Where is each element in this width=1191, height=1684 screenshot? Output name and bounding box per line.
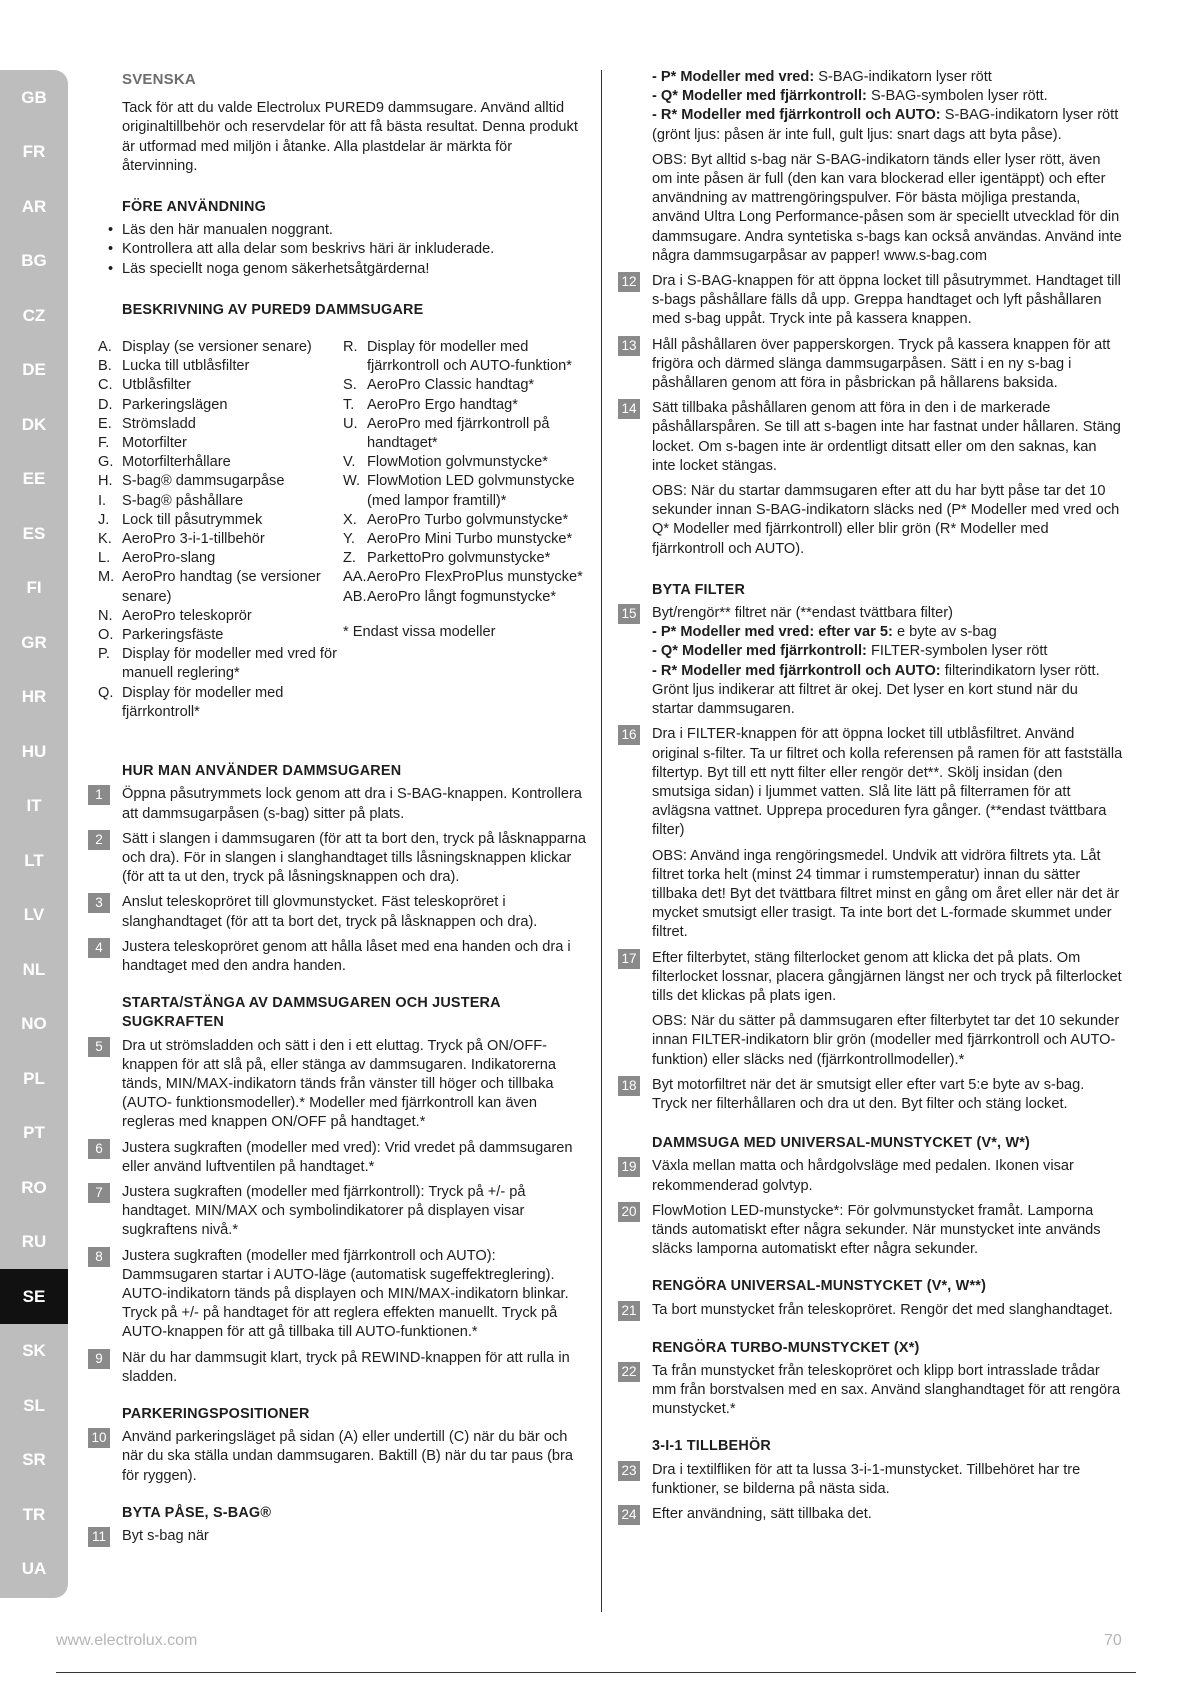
- step: [618, 1301, 1123, 1321]
- lang-tab-es[interactable]: ES: [22, 523, 46, 543]
- part-letter: V.: [343, 454, 356, 471]
- lang-tab-pt[interactable]: PT: [23, 1123, 45, 1143]
- right-column: [618, 68, 1123, 1531]
- step-text: Justera sugkraften (modeller med fjärrkontroll): Tryck på +/- på handtaget. MIN/MAX och symbolindikatorer på displayen visar sugkraftens nivå.*: [122, 1183, 526, 1239]
- intro-paragraph: Tack för att du valde Electrolux PURED9 dammsugare. Använd alltid originaltillbehör och reservdelar för att få bästa resultat. Denna produkt är utformad med miljön i åtanke. Alla plastdelar är märkta för återvinning.: [122, 100, 578, 174]
- part-name: AeroPro Ergo handtag*: [367, 396, 518, 413]
- list-item: [343, 530, 588, 549]
- list-item: [98, 357, 343, 376]
- page-number: 70: [1104, 1632, 1122, 1649]
- part-letter: Y.: [343, 531, 355, 548]
- part-name: ParkettoPro golvmunstycke*: [367, 550, 551, 567]
- part-name: AeroPro-slang: [122, 550, 216, 567]
- lang-tab-ar[interactable]: AR: [21, 196, 47, 216]
- part-name: AeroPro med fjärrkontroll på handtaget*: [367, 415, 550, 452]
- step-text: Ta från munstycket från teleskopröret och klipp bort intrasslade trådar mm från borstvalsen med en sax. Använd slanghandtaget för att rengöra munstycket.*: [652, 1362, 1121, 1418]
- part-letter: U.: [343, 415, 358, 432]
- part-name: Utblåsfilter: [122, 377, 191, 394]
- part-name: AeroPro Mini Turbo munstycke*: [367, 531, 573, 548]
- part-name: AeroPro handtag (se versioner senare): [122, 569, 321, 605]
- filter-note-1: OBS: Använd inga rengöringsmedel. Undvik att vidröra filtrets yta. Låt filtret torka helt (minst 24 timmar i rumstemperatur) innan du sätter tillbaka det! Byt det tvättbara filtret minst en gång om året eller när det är mycket smutsigt eller trasigt. Ta inte bort det L-formade skummet under filtret.: [652, 847, 1120, 941]
- step-number: 21: [618, 1301, 640, 1321]
- before-use-list: [88, 221, 588, 279]
- list-item: • Kontrollera att alla delar som beskrivs häri är inkluderade.: [122, 240, 588, 259]
- part-letter: Z.: [343, 550, 356, 567]
- parking-heading: PARKERINGSPOSITIONER: [122, 1405, 310, 1422]
- part-name: AeroPro teleskoprör: [122, 607, 252, 624]
- step-number: 14: [618, 399, 640, 419]
- list-item: [343, 588, 588, 607]
- step-text: Dra i S-BAG-knappen för att öppna locket till påsutrymmet. Handtaget till s-bags påshållare fälls då upp. Greppa handtaget och lyft påshållaren med s-bag uppåt. Tryck inte på kassera knappen.: [652, 273, 1121, 328]
- language-tabs: [0, 70, 68, 1598]
- accessory-heading: 3-I-1 TILLBEHÖR: [652, 1438, 771, 1455]
- clean-turbo-heading: RENGÖRA TURBO-MUNSTYCKET (X*): [652, 1339, 920, 1356]
- clean-universal-steps: [618, 1301, 1123, 1321]
- step-number: 13: [618, 336, 640, 356]
- lang-tab-ru[interactable]: RU: [21, 1232, 47, 1252]
- step-number: 12: [618, 272, 640, 292]
- before-use-heading: FÖRE ANVÄNDNING: [122, 199, 266, 216]
- step: [618, 1157, 1123, 1195]
- step-text: Använd parkeringsläget på sidan (A) eller undertill (C) när du bär och när du ska ställa undan dammsugaren. Baktill (B) när du tar paus (bra för ryggen).: [122, 1429, 574, 1484]
- part-letter: S.: [343, 377, 357, 394]
- bag-indicator-r: - R* Modeller med fjärrkontroll och AUTO: S-BAG-indikatorn lyser rött (grönt ljus: påsen är inte full, gult ljus: snart dags att byta påse).: [652, 107, 1119, 143]
- part-name: FlowMotion golvmunstycke*: [367, 454, 548, 471]
- lang-tab-no[interactable]: NO: [21, 1014, 47, 1034]
- step: [618, 399, 1123, 476]
- lang-tab-se[interactable]: SE: [0, 1269, 68, 1324]
- column-divider: [601, 70, 602, 1612]
- bag-change-steps: [618, 272, 1123, 476]
- step-text: Byt s-bag när: [122, 1528, 209, 1544]
- part-name: Parkeringsfäste: [122, 627, 224, 644]
- step-text: Anslut teleskopröret till glovmunstycket. Fäst teleskopröret i slanghandtaget (för att ta bort det, tryck på låsknappen och dra).: [122, 894, 538, 930]
- step-number: 24: [618, 1505, 640, 1525]
- list-item: [343, 549, 588, 568]
- list-item: [98, 492, 343, 511]
- step: [618, 725, 1123, 840]
- lang-tab-tr[interactable]: TR: [22, 1504, 46, 1524]
- step-text: Dra ut strömsladden och sätt i den i ett eluttag. Tryck på ON/OFF-knappen för att slå på, eller stänga av dammsugaren. Indikatorerna tänds, MIN/MAX-indikatorn tänds från vänster till höger och tillbaka (AUTO- funktionsmodeller).* Modeller med fjärrkontroll kan även regleras med knappen ON/OFF på handtaget.*: [122, 1037, 557, 1131]
- part-name: AeroPro långt fogmunstycke*: [367, 588, 557, 605]
- list-item: • Läs den här manualen noggrant.: [122, 221, 588, 240]
- step: [88, 830, 588, 888]
- step: [618, 272, 1123, 330]
- part-letter: Q.: [98, 684, 114, 701]
- lang-tab-hr[interactable]: HR: [21, 687, 47, 707]
- part-name: Display för modeller med vred för manuell reglering*: [122, 646, 337, 682]
- step-text: Sätt i slangen i dammsugaren (för att ta bort den, tryck på låsknapparna och dra). För in slangen i slanghandtaget tills låsningsknappen klickar (för att ta ut den, tryck på låsningsknappen och dra).: [122, 830, 587, 886]
- lang-tab-gb[interactable]: GB: [21, 87, 47, 107]
- bag-heading: BYTA PÅSE, S-BAG®: [122, 1504, 272, 1521]
- part-letter: L.: [98, 550, 111, 567]
- part-name: Strömsladd: [122, 415, 196, 432]
- list-item: [98, 472, 343, 491]
- list-item: [98, 568, 343, 606]
- list-item: [98, 434, 343, 453]
- step-text: Justera sugkraften (modeller med vred): Vrid vredet på dammsugaren eller använd luftventilen på handtaget.*: [122, 1139, 573, 1175]
- step-number: 11: [88, 1527, 110, 1547]
- part-name: Parkeringslägen: [122, 396, 228, 413]
- lang-tab-it[interactable]: IT: [26, 796, 42, 816]
- step-number: 8: [88, 1247, 110, 1267]
- step-number: 6: [88, 1139, 110, 1159]
- step: [88, 1349, 588, 1387]
- step-text: Efter filterbytet, stäng filterlocket genom att klicka det på plats. Om filterlocket lossnar, placera gångjärnen längst ner och tryck på filterlocket tills det klickas på plats igen.: [652, 949, 1122, 1004]
- start-stop-heading: STARTA/STÄNGA AV DAMMSUGAREN OCH JUSTERA SUGKRAFTEN: [122, 995, 501, 1031]
- footer-url: www.electrolux.com: [56, 1632, 198, 1649]
- part-name: S-bag® påshållare: [122, 492, 244, 509]
- part-name: Motorfilterhållare: [122, 454, 231, 471]
- lang-tab-sl[interactable]: SL: [23, 1395, 45, 1415]
- part-name: AeroPro 3-i-1-tillbehör: [122, 531, 265, 548]
- step: [618, 1202, 1123, 1260]
- bag-note-2: OBS: När du startar dammsugaren efter att du har bytt påse tar det 10 sekunder innan S-BAG-indikatorn släcks ned (P* Modeller med vred och Q* Modeller med fjärrkontroll) eller blir grön (R* Modeller med fjärrkontroll och AUTO).: [652, 483, 1120, 557]
- part-name: Display för modeller med fjärrkontroll och AUTO-funktion*: [367, 339, 572, 375]
- filter-note-2: OBS: När du sätter på dammsugaren efter filterbytet tar det 10 sekunder innan FILTER-indikatorn blir grön (modeller med fjärrkontroll och AUTO-funktion) eller släcks ned (fjärrkontrollmodeller).*: [652, 1013, 1120, 1068]
- list-item: [98, 626, 343, 645]
- part-name: Display för modeller med fjärrkontroll*: [122, 684, 284, 720]
- part-letter: F.: [98, 435, 110, 452]
- part-letter: N.: [98, 607, 113, 624]
- step-text: Efter användning, sätt tillbaka det.: [652, 1506, 872, 1522]
- step-number: 16: [618, 725, 640, 745]
- list-item: [98, 549, 343, 568]
- part-name: AeroPro Turbo golvmunstycke*: [367, 511, 569, 528]
- step-text: Dra i FILTER-knappen för att öppna locket till utblåsfiltret. Använd original s-filter. Ta ur filtret och kolla referensen på ramen för att fastställa filtertyp. Byt till ett nytt filter eller rengör det**. Skölj insidan (den smutsiga sidan) i ljummet vatten. Slå lite lätt på filterramen för att avlägsna vattnet. Upprepa proceduren fyra gånger. (**endast tvättbara filter): [652, 726, 1123, 839]
- part-name: Lock till påsutrymmek: [122, 511, 263, 528]
- lang-tab-ee[interactable]: EE: [22, 469, 46, 489]
- part-name: FlowMotion LED golvmunstycke (med lampor framtill)*: [367, 473, 575, 509]
- step: [88, 785, 588, 823]
- step-number: 5: [88, 1037, 110, 1057]
- part-letter: K.: [98, 531, 112, 548]
- how-to-steps: [88, 785, 588, 976]
- step-text: Ta bort munstycket från teleskopröret. Rengör det med slanghandtaget.: [652, 1301, 1113, 1318]
- lang-tab-pl[interactable]: PL: [23, 1068, 45, 1088]
- part-name: Motorfilter: [122, 435, 187, 452]
- filter-heading: BYTA FILTER: [652, 581, 746, 598]
- step-number: 3: [88, 893, 110, 913]
- step: [618, 1505, 1123, 1525]
- part-letter: W.: [343, 473, 361, 490]
- step-number: 2: [88, 830, 110, 850]
- step-number: 4: [88, 938, 110, 958]
- part-letter: R.: [343, 339, 358, 356]
- part-letter: E.: [98, 415, 112, 432]
- list-item: [98, 396, 343, 415]
- part-name: Display (se versioner senare): [122, 339, 312, 356]
- lang-tab-gr[interactable]: GR: [21, 632, 47, 652]
- list-item: [98, 376, 343, 395]
- clean-turbo-steps: [618, 1362, 1123, 1420]
- list-item: [343, 338, 588, 376]
- accessory-steps: [618, 1461, 1123, 1525]
- step: [88, 1183, 588, 1241]
- step-number: 9: [88, 1349, 110, 1369]
- lang-tab-hu[interactable]: HU: [21, 741, 47, 761]
- lang-tab-cz[interactable]: CZ: [22, 305, 46, 325]
- step-number: 15: [618, 604, 640, 624]
- step-number: 7: [88, 1183, 110, 1203]
- list-item: [98, 415, 343, 434]
- step-number: 19: [618, 1157, 640, 1177]
- parking-steps: [88, 1428, 588, 1486]
- part-name: Lucka till utblåsfilter: [122, 358, 250, 375]
- part-letter: J.: [98, 511, 110, 528]
- step: [618, 949, 1123, 1007]
- lang-tab-lv[interactable]: LV: [23, 905, 45, 925]
- step-number: 20: [618, 1202, 640, 1222]
- bag-note: OBS: Byt alltid s-bag när S-BAG-indikatorn tänds eller lyser rött, även om inte påsen är full (den kan vara blockerad eller igentäppt) och efter användning av mattrengöringspulver. För bästa möjliga prestanda, använd Ultra Long Performance-påsen som är speciellt utvecklad för din dammsugare. Andra syntetiska s-bags kan också användas. Använd inte några dammsugarpåsar av papper! www.s-bag.com: [652, 151, 1122, 264]
- list-item: [98, 530, 343, 549]
- lang-tab-nl[interactable]: NL: [22, 959, 46, 979]
- step: [618, 1076, 1123, 1114]
- step-text: Växla mellan matta och hårdgolvsläge med pedalen. Ikonen visar rekommenderad golvtyp.: [652, 1158, 1074, 1194]
- step-text: Öppna påsutrymmets lock genom att dra i S-BAG-knappen. Kontrollera att dammsugarpåsen (s-bag) sitter på plats.: [122, 786, 582, 822]
- list-item: [343, 396, 588, 415]
- step: [618, 1362, 1123, 1420]
- part-letter: I.: [98, 492, 107, 509]
- lang-tab-de[interactable]: DE: [22, 360, 46, 380]
- step-text: Byt/rengör** filtret när (**endast tvättbara filter) - P* Modeller med vred: efter var 5: e byte av s-bag - Q* Modeller med fjärrkontroll: FILTER-symbolen lyser rött - R* Modeller med fjärrkontroll och AUTO: filterindikatorn lyser rött. Grönt ljus indikerar att filtret är okej. Det lyser en kort stund när du startar dammsugaren.: [652, 605, 1100, 718]
- parts-list-column-2: [343, 338, 588, 722]
- how-to-heading: HUR MAN ANVÄNDER DAMMSUGAREN: [122, 763, 402, 780]
- part-letter: C.: [98, 377, 113, 394]
- list-item: [98, 511, 343, 530]
- bag-indicator-q: - Q* Modeller med fjärrkontroll: S-BAG-symbolen lyser rött.: [652, 88, 1048, 105]
- lang-tab-bg[interactable]: BG: [21, 251, 47, 271]
- part-letter: O.: [98, 627, 114, 644]
- list-item: [343, 472, 588, 510]
- universal-heading: DAMMSUGA MED UNIVERSAL-MUNSTYCKET (V*, W*): [652, 1135, 1031, 1152]
- lang-tab-dk[interactable]: DK: [21, 414, 47, 434]
- list-item: [98, 453, 343, 472]
- part-letter: G.: [98, 454, 114, 471]
- part-name: S-bag® dammsugarpåse: [122, 473, 285, 490]
- bottom-rule: [56, 1672, 1136, 1673]
- lang-tab-fr[interactable]: FR: [22, 142, 46, 162]
- step: [88, 893, 588, 931]
- clean-universal-heading: RENGÖRA UNIVERSAL-MUNSTYCKET (V*, W**): [652, 1278, 987, 1295]
- part-letter: X.: [343, 511, 357, 528]
- part-letter: P.: [98, 646, 110, 663]
- part-letter: M.: [98, 569, 115, 586]
- parts-list-column-1: [98, 338, 343, 722]
- part-letter: T.: [343, 396, 355, 413]
- step-number: 18: [618, 1076, 640, 1096]
- bag-steps: [88, 1527, 588, 1547]
- part-name: AeroPro FlexProPlus munstycke*: [367, 569, 583, 586]
- list-item: [98, 684, 343, 722]
- parts-list: [98, 338, 588, 722]
- list-item: • Läs speciellt noga genom säkerhetsåtgärderna!: [122, 260, 588, 279]
- lang-tab-ro[interactable]: RO: [21, 1177, 47, 1197]
- universal-steps: [618, 1157, 1123, 1259]
- description-heading: BESKRIVNING AV PURED9 DAMMSUGARE: [122, 301, 424, 318]
- step-number: 22: [618, 1362, 640, 1382]
- step-number: 1: [88, 785, 110, 805]
- step: [88, 1428, 588, 1486]
- list-item: [98, 607, 343, 626]
- step-number: 23: [618, 1461, 640, 1481]
- lang-tab-sk[interactable]: SK: [22, 1341, 46, 1361]
- step: [88, 938, 588, 976]
- list-item: [98, 338, 343, 357]
- step: [88, 1527, 588, 1547]
- step-text: Håll påshållaren över papperskorgen. Tryck på kassera knappen för att frigöra och därmed slänga dammsugarpåsen. Sätt i en ny s-bag i påshållaren genom att föra in påsbrickan på hållarens baksida.: [652, 336, 1111, 392]
- step-text: Justera teleskopröret genom att hålla låset med ena handen och dra i handtaget med den andra handen.: [122, 938, 571, 974]
- part-letter: D.: [98, 396, 113, 413]
- lang-tab-ua[interactable]: UA: [21, 1559, 47, 1579]
- start-stop-steps: [88, 1037, 588, 1387]
- step-text: Dra i textilfliken för att ta lussa 3-i-1-munstycket. Tillbehöret har tre funktioner, se bilderna på nästa sida.: [652, 1461, 1081, 1497]
- step-number: 17: [618, 949, 640, 969]
- footnote: * Endast vissa modeller: [343, 623, 496, 640]
- lang-tab-fi[interactable]: FI: [26, 578, 42, 598]
- step: [88, 1247, 588, 1343]
- step-text: FlowMotion LED-munstycke*: För golvmunstycket framåt. Lamporna tänds automatiskt efter några sekunder. När munstycket inte används släcks lamporna automatiskt efter några sekunder.: [652, 1202, 1101, 1258]
- part-letter: H.: [98, 473, 113, 490]
- left-column: [88, 66, 588, 1553]
- part-letter: B.: [98, 358, 112, 375]
- list-item: [98, 645, 343, 683]
- part-letter: AA.: [343, 569, 367, 586]
- step: [88, 1139, 588, 1177]
- list-item: [343, 376, 588, 395]
- list-item: [343, 568, 588, 587]
- step: [618, 1461, 1123, 1499]
- step: [618, 336, 1123, 394]
- part-letter: A.: [98, 339, 112, 356]
- language-title: SVENSKA: [122, 71, 196, 88]
- step-text: Byt motorfiltret när det är smutsigt eller efter vart 5:e byte av s-bag. Tryck ner filterhållaren och dra ut den. Byt filter och stäng locket.: [652, 1076, 1085, 1112]
- step-number: 10: [88, 1428, 110, 1448]
- step-text: När du har dammsugit klart, tryck på REWIND-knappen för att rulla in sladden.: [122, 1349, 570, 1385]
- lang-tab-sr[interactable]: SR: [22, 1450, 46, 1470]
- list-item: [343, 415, 588, 453]
- step-text: Sätt tillbaka påshållaren genom att föra in den i de markerade påshållarspåren. Se till att s-bagen inte har fastnat under hållaren. Stäng locket. Om s-bagen inte är ordentligt ditsatt eller om den saknas, kan inte locket stängas.: [652, 400, 1121, 474]
- step-text: Justera sugkraften (modeller med fjärrkontroll och AUTO): Dammsugaren startar i AUTO-läge (automatisk sugeffektreglering). AUTO-indikatorn tänds på displayen och MIN/MAX-indikatorn blinkar. Tryck på +/- på handtaget för att reglera effekten manuellt. Tryck på AUTO-knappen för att gå tillbaka till AUTO-funktionen.*: [122, 1247, 569, 1341]
- step: [88, 1037, 588, 1133]
- list-item: [343, 511, 588, 530]
- lang-tab-lt[interactable]: LT: [24, 850, 44, 870]
- step: [618, 604, 1123, 719]
- part-name: AeroPro Classic handtag*: [367, 377, 535, 394]
- part-letter: AB.: [343, 588, 367, 605]
- bag-indicator-p: - P* Modeller med vred: S-BAG-indikatorn lyser rött: [652, 69, 992, 85]
- list-item: [343, 453, 588, 472]
